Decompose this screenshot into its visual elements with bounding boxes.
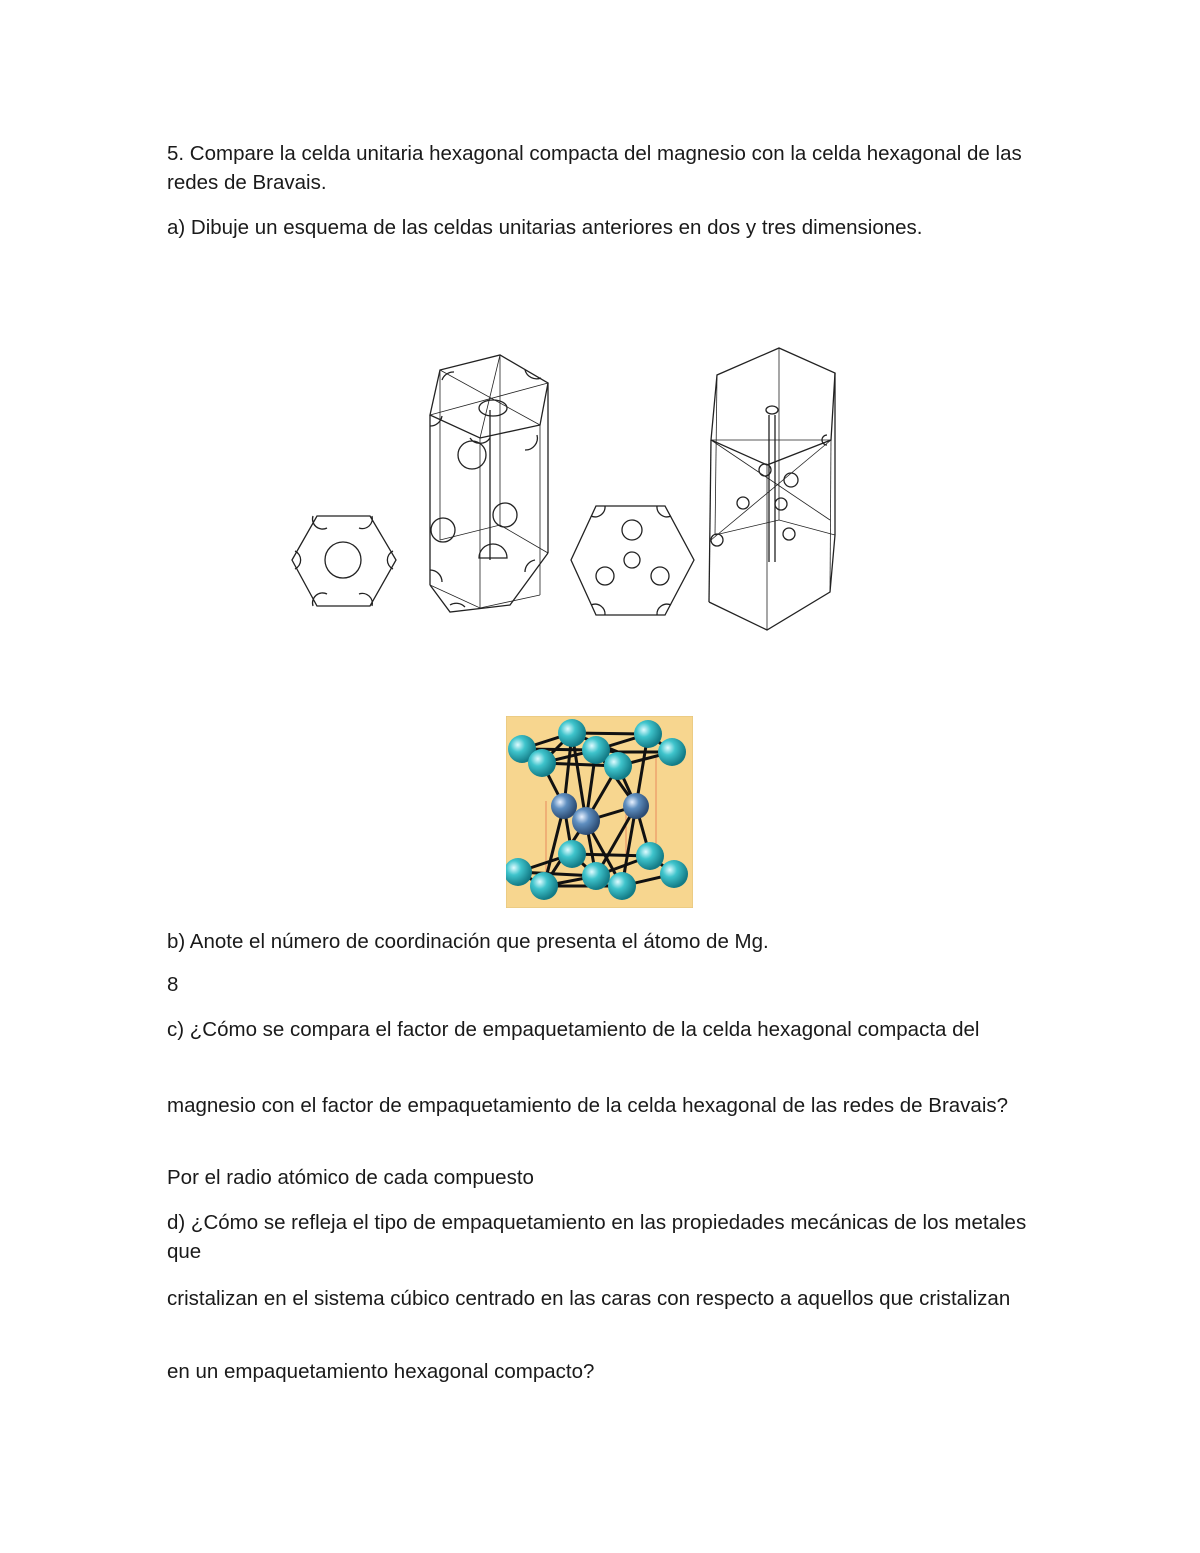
question-c-line1: c) ¿Cómo se compara el factor de empaquetamiento de la celda hexagonal compacta del	[167, 1018, 980, 1041]
bravais-3d-prism	[709, 348, 835, 630]
question-b: b) Anote el número de coordinación que presenta el átomo de Mg.	[167, 930, 769, 953]
answer-c: Por el radio atómico de cada compuesto	[167, 1166, 534, 1189]
mg-hcp-model-image	[506, 716, 693, 908]
bravais-2d-hexagon	[571, 506, 694, 615]
question-d-line2: cristalizan en el sistema cúbico centrado en las caras con respecto a aquellos que cristalizan	[167, 1287, 1011, 1310]
answer-b: 8	[167, 973, 179, 996]
hcp-3d-prism	[430, 355, 548, 612]
hexagonal-cells-figure	[285, 340, 845, 640]
question-d-line3: en un empaquetamiento hexagonal compacto?	[167, 1360, 595, 1383]
question-d-line1: d) ¿Cómo se refleja el tipo de empaquetamiento en las propiedades mecánicas de los metales que	[167, 1211, 1027, 1263]
hcp-2d-hexagon	[292, 488, 396, 606]
question-title: 5. Compare la celda unitaria hexagonal compacta del magnesio con la celda hexagonal de las redes de Bravais.	[167, 142, 1022, 194]
question-c-line2: magnesio con el factor de empaquetamiento de la celda hexagonal de las redes de Bravais?	[167, 1094, 1009, 1117]
question-a: a) Dibuje un esquema de las celdas unitarias anteriores en dos y tres dimensiones.	[167, 216, 923, 239]
